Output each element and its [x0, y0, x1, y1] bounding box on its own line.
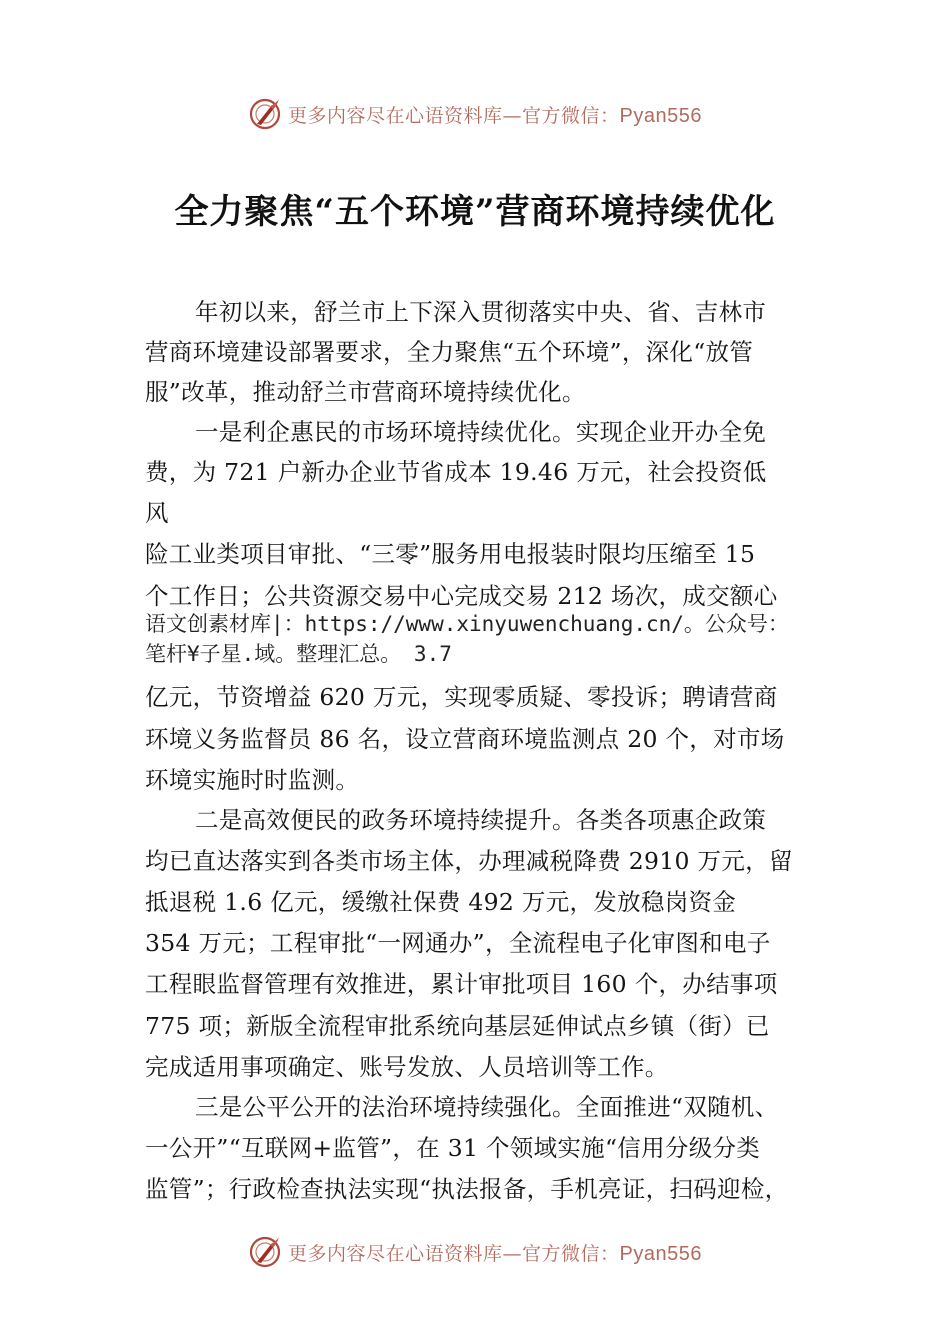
body-line: 二是高效便民的政务环境持续提升。各类各项惠企政策 — [195, 806, 767, 834]
body-line: 一公开”“互联网+监管”，在 31 个领域实施“信用分级分类 — [145, 1134, 761, 1162]
body-line: 均已直达落实到各类市场主体，办理减税降费 2910 万元，留 — [145, 847, 793, 875]
watermark-line: 语文创素材库|：https://www.xinyuwenchuang.cn/。公众号： — [145, 612, 789, 636]
body-line: 风 — [145, 499, 169, 527]
header-banner-text: 更多内容尽在心语资料库—官方微信： — [288, 104, 620, 127]
body-line: 354 万元；工程审批“一网通办”，全流程电子化审图和电子 — [145, 929, 771, 957]
footer-banner-handle: Pyan556 — [619, 1242, 702, 1265]
body-line: 工程眼监督管理有效推进，累计审批项目 160 个，办结事项 — [145, 970, 778, 998]
quill-logo-icon — [248, 97, 282, 131]
footer-banner-text: 更多内容尽在心语资料库—官方微信： — [288, 1242, 620, 1265]
body-line: 费，为 721 户新办企业节省成本 19.46 万元，社会投资低 — [145, 458, 767, 486]
header-banner — [0, 94, 950, 134]
body-line: 亿元，节资增益 620 万元，实现零质疑、零投诉；聘请营商 — [145, 683, 778, 711]
body-line: 环境义务监督员 86 名，设立营商环境监测点 20 个，对市场 — [145, 725, 785, 753]
body-line: 环境实施时时监测。 — [145, 766, 360, 794]
body-line: 三是公平公开的法治环境持续强化。全面推进“双随机、 — [195, 1093, 779, 1121]
body-line: 营商环境建设部署要求，全力聚焦“五个环境”，深化“放管 — [145, 338, 754, 366]
document-title: 全力聚焦“五个环境”营商环境持续优化 — [174, 192, 776, 232]
body-line: 监管”；行政检查执法实现“执法报备，手机亮证，扫码迎检， — [145, 1175, 789, 1203]
body-line: 完成适用事项确定、账号发放、人员培训等工作。 — [145, 1053, 669, 1081]
body-line: 抵退税 1.6 亿元，缓缴社保费 492 万元，发放稳岗资金 — [145, 888, 737, 916]
watermark-line: 笔杆¥子星.域。整理汇总。 3.7 — [145, 642, 452, 666]
footer-banner — [0, 1232, 950, 1272]
body-line: 年初以来，舒兰市上下深入贯彻落实中央、省、吉林市 — [195, 298, 767, 326]
quill-logo-icon — [248, 1235, 282, 1269]
body-line: 个工作日；公共资源交易中心完成交易 212 场次，成交额心 — [145, 582, 778, 610]
header-banner-handle: Pyan556 — [619, 104, 702, 127]
body-line: 一是利企惠民的市场环境持续优化。实现企业开办全免 — [195, 418, 767, 446]
body-line: 775 项；新版全流程审批系统向基层延伸试点乡镇（街）已 — [145, 1012, 770, 1040]
body-line: 服”改革，推动舒兰市营商环境持续优化。 — [145, 378, 586, 406]
body-line: 险工业类项目审批、“三零”服务用电报装时限均压缩至 15 — [145, 540, 756, 568]
